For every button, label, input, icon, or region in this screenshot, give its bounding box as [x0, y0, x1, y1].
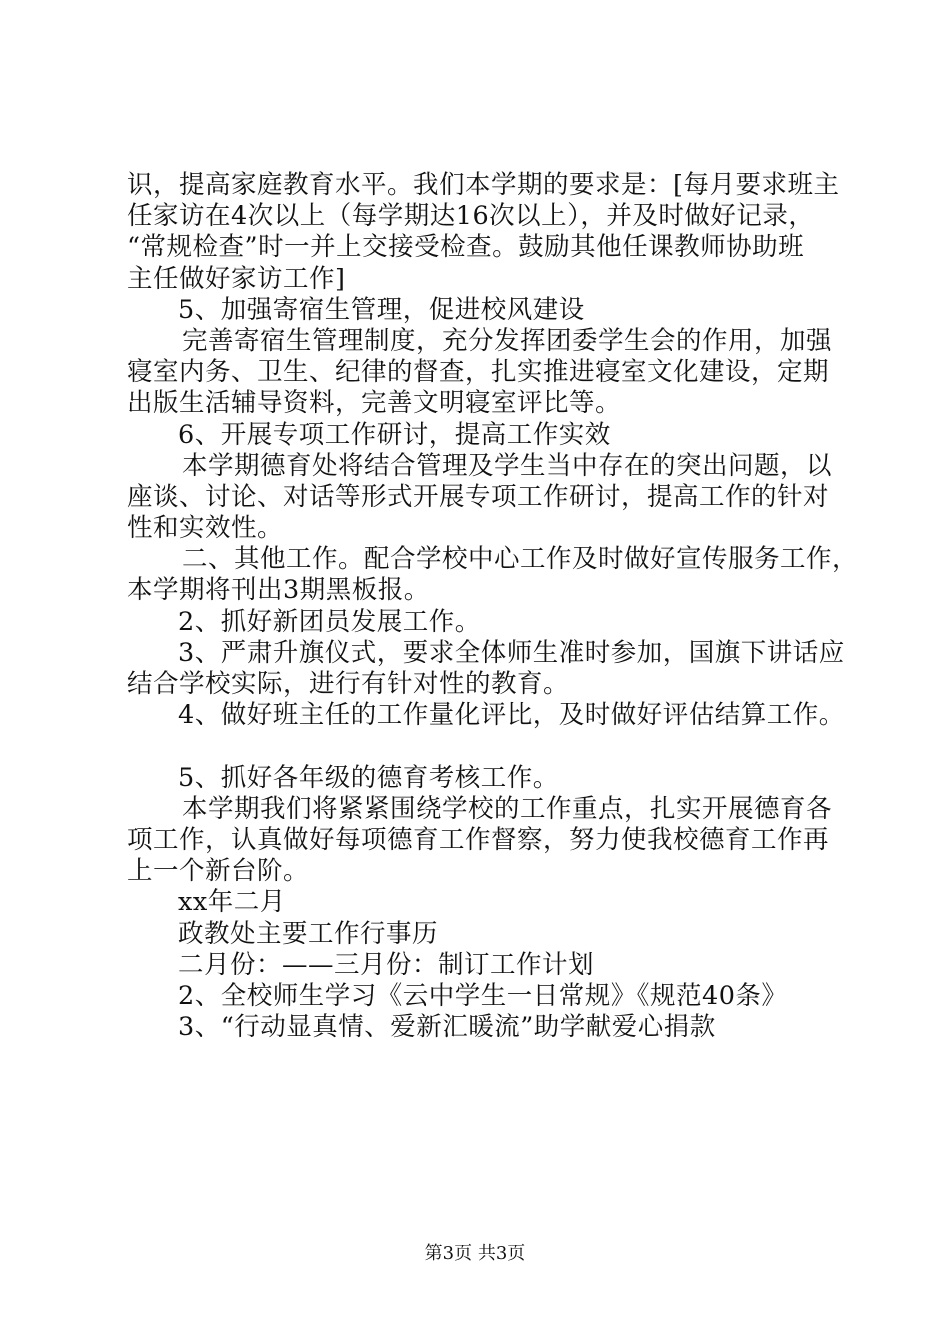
text-line: 主任做好家访工作]	[127, 263, 346, 294]
text-line: 完善寄宿生管理制度，充分发挥团委学生会的作用，加强	[182, 325, 833, 356]
text-line: 性和实效性。	[127, 513, 284, 544]
list-item: 3、“行动显真情、爱新汇暖流”助学献爱心捐款	[178, 1012, 716, 1043]
blank-line	[127, 731, 837, 762]
text-line: 结合学校实际，进行有针对性的教育。	[127, 669, 570, 699]
text-line: 上一个新台阶。	[127, 856, 310, 887]
page-number-label: 第3页 共3页	[424, 1243, 526, 1264]
section-heading: 二、其他工作。配合学校中心工作及时做好宣传服务工作，	[182, 544, 859, 575]
text-line: 座谈、讨论、对话等形式开展专项工作研讨，提高工作的针对	[127, 481, 830, 512]
document-body	[127, 170, 859, 1043]
text-line: 本学期我们将紧紧围绕学校的工作重点，扎实开展德育各	[182, 793, 833, 824]
list-item: 二月份：——三月份：制订工作计划	[178, 949, 595, 980]
date-line: xx年二月	[178, 887, 286, 918]
list-item: 4、做好班主任的工作量化评比，及时做好评估结算工作。	[178, 700, 845, 731]
text-line: 本学期将刊出3期黑板报。	[127, 575, 430, 606]
list-item: 5、抓好各年级的德育考核工作。	[178, 762, 559, 793]
text-line: 任家访在4次以上（每学期达16次以上），并及时做好记录，	[127, 201, 815, 232]
text-line: “常规检查”时一并上交接受检查。鼓励其他任课教师协助班	[127, 232, 805, 263]
text-line: 寝室内务、卫生、纪律的督查，扎实推进寝室文化建设，定期	[127, 357, 830, 388]
text-line: 识，提高家庭教育水平。我们本学期的要求是：[每月要求班主	[127, 170, 840, 200]
text-line: 本学期德育处将结合管理及学生当中存在的突出问题，以	[182, 450, 833, 481]
text-line: 出版生活辅导资料，完善文明寝室评比等。	[127, 388, 622, 419]
section-heading: 6、开展专项工作研讨，提高工作实效	[178, 419, 611, 450]
list-item: 2、全校师生学习《云中学生一日常规》《规范40条》	[178, 980, 788, 1011]
list-item: 3、严肃升旗仪式，要求全体师生准时参加，国旗下讲话应	[178, 637, 845, 668]
section-heading: 5、加强寄宿生管理，促进校风建设	[178, 294, 585, 325]
list-item: 2、抓好新团员发展工作。	[178, 606, 481, 637]
subtitle-line: 政教处主要工作行事历	[178, 918, 439, 949]
page-footer	[0, 1242, 950, 1266]
text-line: 项工作，认真做好每项德育工作督察，努力使我校德育工作再	[127, 824, 830, 855]
